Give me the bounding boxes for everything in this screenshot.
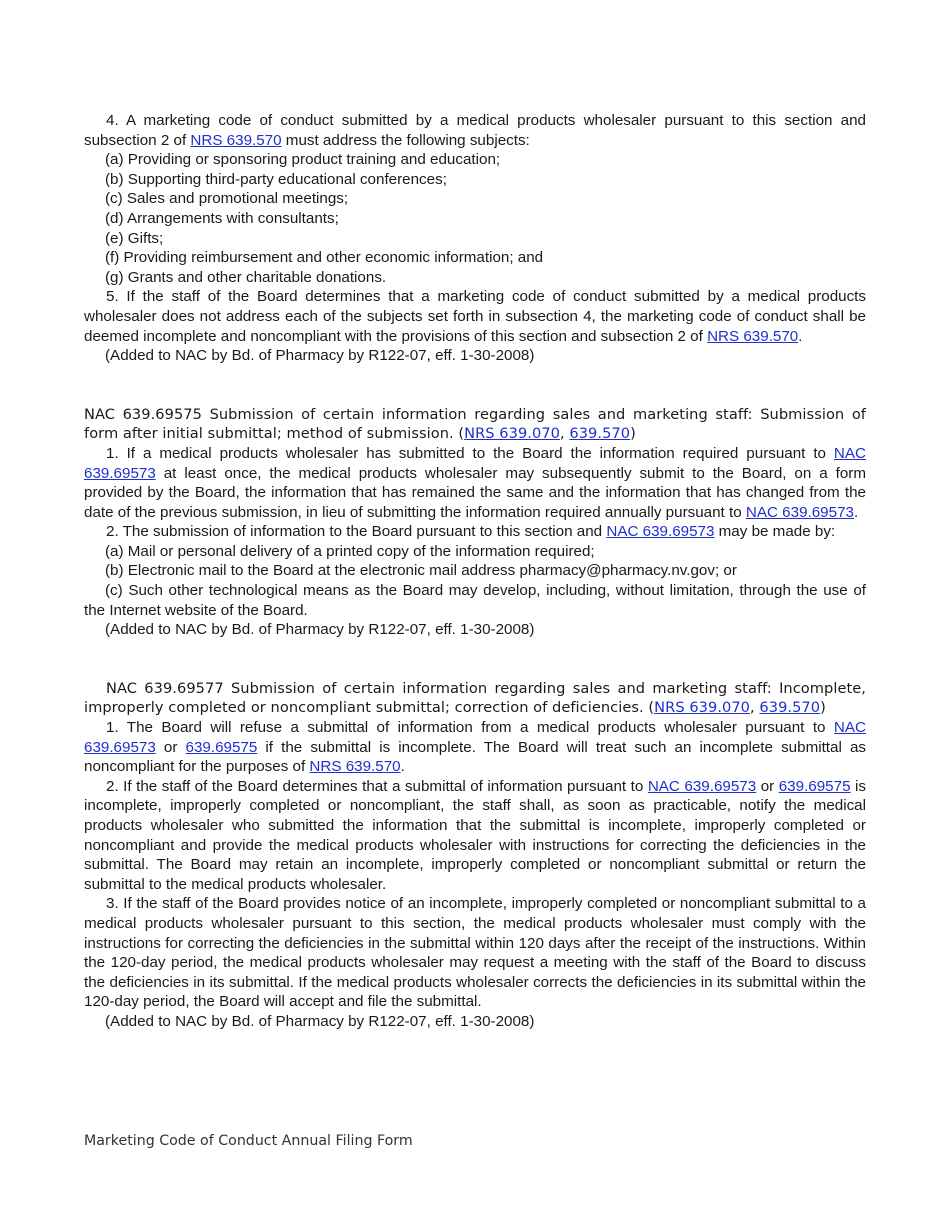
list-item: (c) Sales and promotional meetings;	[105, 190, 349, 208]
nrs-639-570-link[interactable]: NRS 639.570	[190, 131, 282, 149]
nac-639-69575-link[interactable]: 639.69575	[778, 777, 851, 795]
nrs-639-070-link[interactable]: NRS 639.070	[464, 425, 560, 443]
nrs-639-570-link[interactable]: 639.570	[569, 425, 631, 443]
subsection-2: 2. If the staff of the Board determines that a submittal of information pursuant to NAC 639.69573 or 639.69575 is incomplete, improperly completed or noncompliant, the staff shall, as soon as practicable, notify the medical products wholesaler who submitted the information that the submittal is incomplete, improperly completed or noncompliant and provide the medical products wholesaler with instructions for correcting the deficiencies in the submittal. The Board may retain an incomplete, improperly completed or noncompliant submittal or return the submittal to the medical products wholesaler.	[84, 777, 867, 893]
list-item: (d) Arrangements with consultants;	[105, 209, 339, 227]
section-heading-69577: NAC 639.69577 Submission of certain information regarding sales and marketing staff: Incomplete, improperly completed or noncompliant submittal; correction of deficiencies. (NRS 639.070, 639.570)	[84, 679, 866, 717]
subsection-3: 3. If the staff of the Board provides notice of an incomplete, improperly completed or noncompliant submittal to a medical products wholesaler pursuant to this section, the medical products wholesaler must comply with the instructions for correcting the deficiencies in the submittal within 120 days after the receipt of the instructions. Within the 120-day period, the medical products wholesaler may request a meeting with the staff of the Board to discuss the deficiencies in its submittal. If the medical products wholesaler corrects the deficiencies in its submittal within the 120-day period, the Board will accept and file the submittal.	[84, 895, 866, 1011]
subsection-4: 4. A marketing code of conduct submitted by a medical products wholesaler pursuant to this section and subsection 2 of NRS 639.570 must address the following subjects:	[84, 112, 866, 149]
list-item: (b) Electronic mail to the Board at the electronic mail address pharmacy@pharmacy.nv.gov; or	[105, 562, 737, 580]
nrs-639-570-link[interactable]: NRS 639.570	[309, 758, 401, 776]
source-note: (Added to NAC by Bd. of Pharmacy by R122-07, eff. 1-30-2008)	[105, 621, 535, 639]
nac-639-69573-link[interactable]: NAC 639.69573	[84, 444, 866, 482]
nac-639-69573-link[interactable]: NAC 639.69573	[606, 523, 715, 541]
list-item: (e) Gifts;	[105, 229, 164, 247]
nrs-639-070-link[interactable]: NRS 639.070	[654, 699, 751, 717]
source-note: (Added to NAC by Bd. of Pharmacy by R122-07, eff. 1-30-2008)	[105, 1012, 535, 1030]
nac-639-69573-link[interactable]: NAC 639.69573	[84, 719, 866, 756]
section-heading-69575: NAC 639.69575 Submission of certain information regarding sales and marketing staff: Submission of form after initial submittal; method of submission. (NRS 639.070, 639.570)	[84, 405, 866, 443]
list-item: (a) Providing or sponsoring product training and education;	[105, 151, 501, 169]
nac-639-69575-link[interactable]: 639.69575	[185, 738, 258, 756]
source-note: (Added to NAC by Bd. of Pharmacy by R122-07, eff. 1-30-2008)	[105, 347, 535, 365]
document-body	[84, 111, 866, 1032]
page-footer: Marketing Code of Conduct Annual Filing Form	[84, 1133, 413, 1149]
subsection-2: 2. The submission of information to the Board pursuant to this section and NAC 639.69573 may be made by:	[106, 523, 836, 541]
nac-639-69573-link[interactable]: NAC 639.69573	[647, 777, 757, 795]
section-spacer	[84, 366, 866, 405]
list-item: (g) Grants and other charitable donations.	[105, 268, 387, 286]
subsection-5: 5. If the staff of the Board determines that a marketing code of conduct submitted by a medical products wholesaler does not address each of the subjects set forth in subsection 4, the marketing code of conduct shall be deemed incomplete and noncompliant with the provisions of this section and subsection 2 of NRS 639.570.	[84, 288, 866, 345]
list-item: (c) Such other technological means as the Board may develop, including, without limitation, through the use of the Internet website of the Board.	[84, 582, 866, 619]
list-item: (a) Mail or personal delivery of a printed copy of the information required;	[105, 542, 595, 560]
list-item: (b) Supporting third-party educational conferences;	[105, 170, 447, 188]
section-spacer	[84, 640, 866, 679]
nac-639-69573-link[interactable]: NAC 639.69573	[745, 503, 854, 521]
nrs-639-570-link[interactable]: 639.570	[759, 699, 821, 717]
list-item: (f) Providing reimbursement and other economic information; and	[105, 249, 544, 267]
subsection-1: 1. The Board will refuse a submittal of information from a medical products wholesaler pursuant to NAC 639.69573 or 639.69575 if the submittal is incomplete. The Board will treat such an incomplete submittal as noncompliant for the purposes of NRS 639.570.	[84, 719, 866, 776]
nrs-639-570-link[interactable]: NRS 639.570	[707, 327, 799, 345]
subsection-1: 1. If a medical products wholesaler has submitted to the Board the information required pursuant to NAC 639.69573 at least once, the medical products wholesaler may subsequently submit to the Board, on a form provided by the Board, the information that has remained the same and the information that has changed from the date of the previous submission, in lieu of submitting the information required annually pursuant to NAC 639.69573.	[84, 444, 866, 521]
